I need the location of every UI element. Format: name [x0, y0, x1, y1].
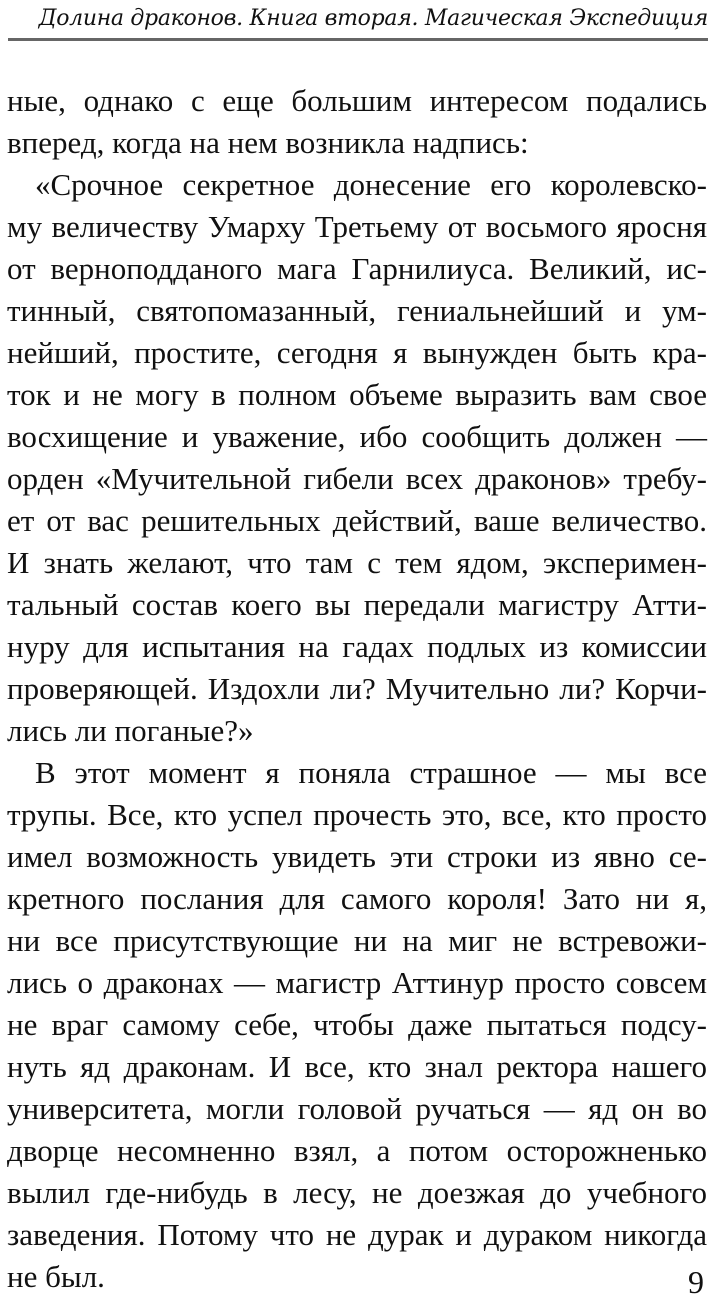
- text-line: заведения. Потому что не дурак и дураком никогда: [7, 1217, 707, 1252]
- text-line: тинный, святопомазанный, гениальнейший и ум-: [7, 293, 707, 328]
- text-line: проверяющей. Издохли ли? Мучительно ли? Корчи-: [7, 671, 707, 706]
- text-line: от верноподданого мага Гарнилиуса. Великий, ис-: [7, 251, 707, 286]
- text-line: нуть яд драконам. И все, кто знал ректора нашего: [7, 1049, 707, 1084]
- text-line: дворце несомненно взял, а потом осторожненько: [7, 1133, 707, 1168]
- running-header: Долина драконов. Книга вторая. Магическая Экспедиция: [38, 6, 708, 31]
- text-line: му величеству Умарху Третьему от восьмого яросня: [7, 209, 707, 244]
- text-line: тальный состав коего вы передали магистру Атти-: [7, 587, 707, 622]
- text-line: ни все присутствующие ни на миг не встревожи-: [7, 923, 707, 958]
- text-line: орден «Мучительной гибели всех драконов» требу-: [7, 461, 707, 496]
- text-line: имел возможность увидеть эти строки из явно се-: [7, 839, 707, 874]
- header-rule: [8, 38, 708, 41]
- text-line: трупы. Все, кто успел прочесть это, все, кто просто: [7, 797, 707, 832]
- text-line: В этот момент я поняла страшное — мы все: [35, 755, 707, 790]
- text-line: И знать желают, что там с тем ядом, эксперимен-: [7, 545, 707, 580]
- body-text: [7, 80, 707, 1298]
- text-line: вылил где-нибудь в лесу, не доезжая до учебного: [7, 1175, 707, 1210]
- text-line: вперед, когда на нем возникла надпись:: [7, 125, 529, 160]
- text-line: не враг самому себе, чтобы даже пытаться подсу-: [7, 1007, 707, 1042]
- text-line: восхищение и уважение, ибо сообщить должен —: [7, 419, 707, 454]
- text-line: ные, однако с еще большим интересом подались: [7, 83, 707, 118]
- text-line: ток и не могу в полном объеме выразить вам свое: [7, 377, 707, 412]
- text-line: лись о драконах — магистр Аттинур просто совсем: [7, 965, 707, 1000]
- text-line: нейший, простите, сегодня я вынужден быть кра-: [7, 335, 707, 370]
- text-line: кретного послания для самого короля! Зато ни я,: [7, 881, 707, 916]
- text-line: нуру для испытания на гадах подлых из комиссии: [7, 629, 707, 664]
- page-number: 9: [688, 1264, 704, 1300]
- text-line: университета, могли головой ручаться — яд он во: [7, 1091, 707, 1126]
- text-line: лись ли поганые?»: [7, 713, 254, 748]
- text-line: не был.: [7, 1259, 105, 1294]
- text-line: «Срочное секретное донесение его королевско-: [35, 167, 707, 202]
- text-line: ет от вас решительных действий, ваше величество.: [7, 503, 707, 538]
